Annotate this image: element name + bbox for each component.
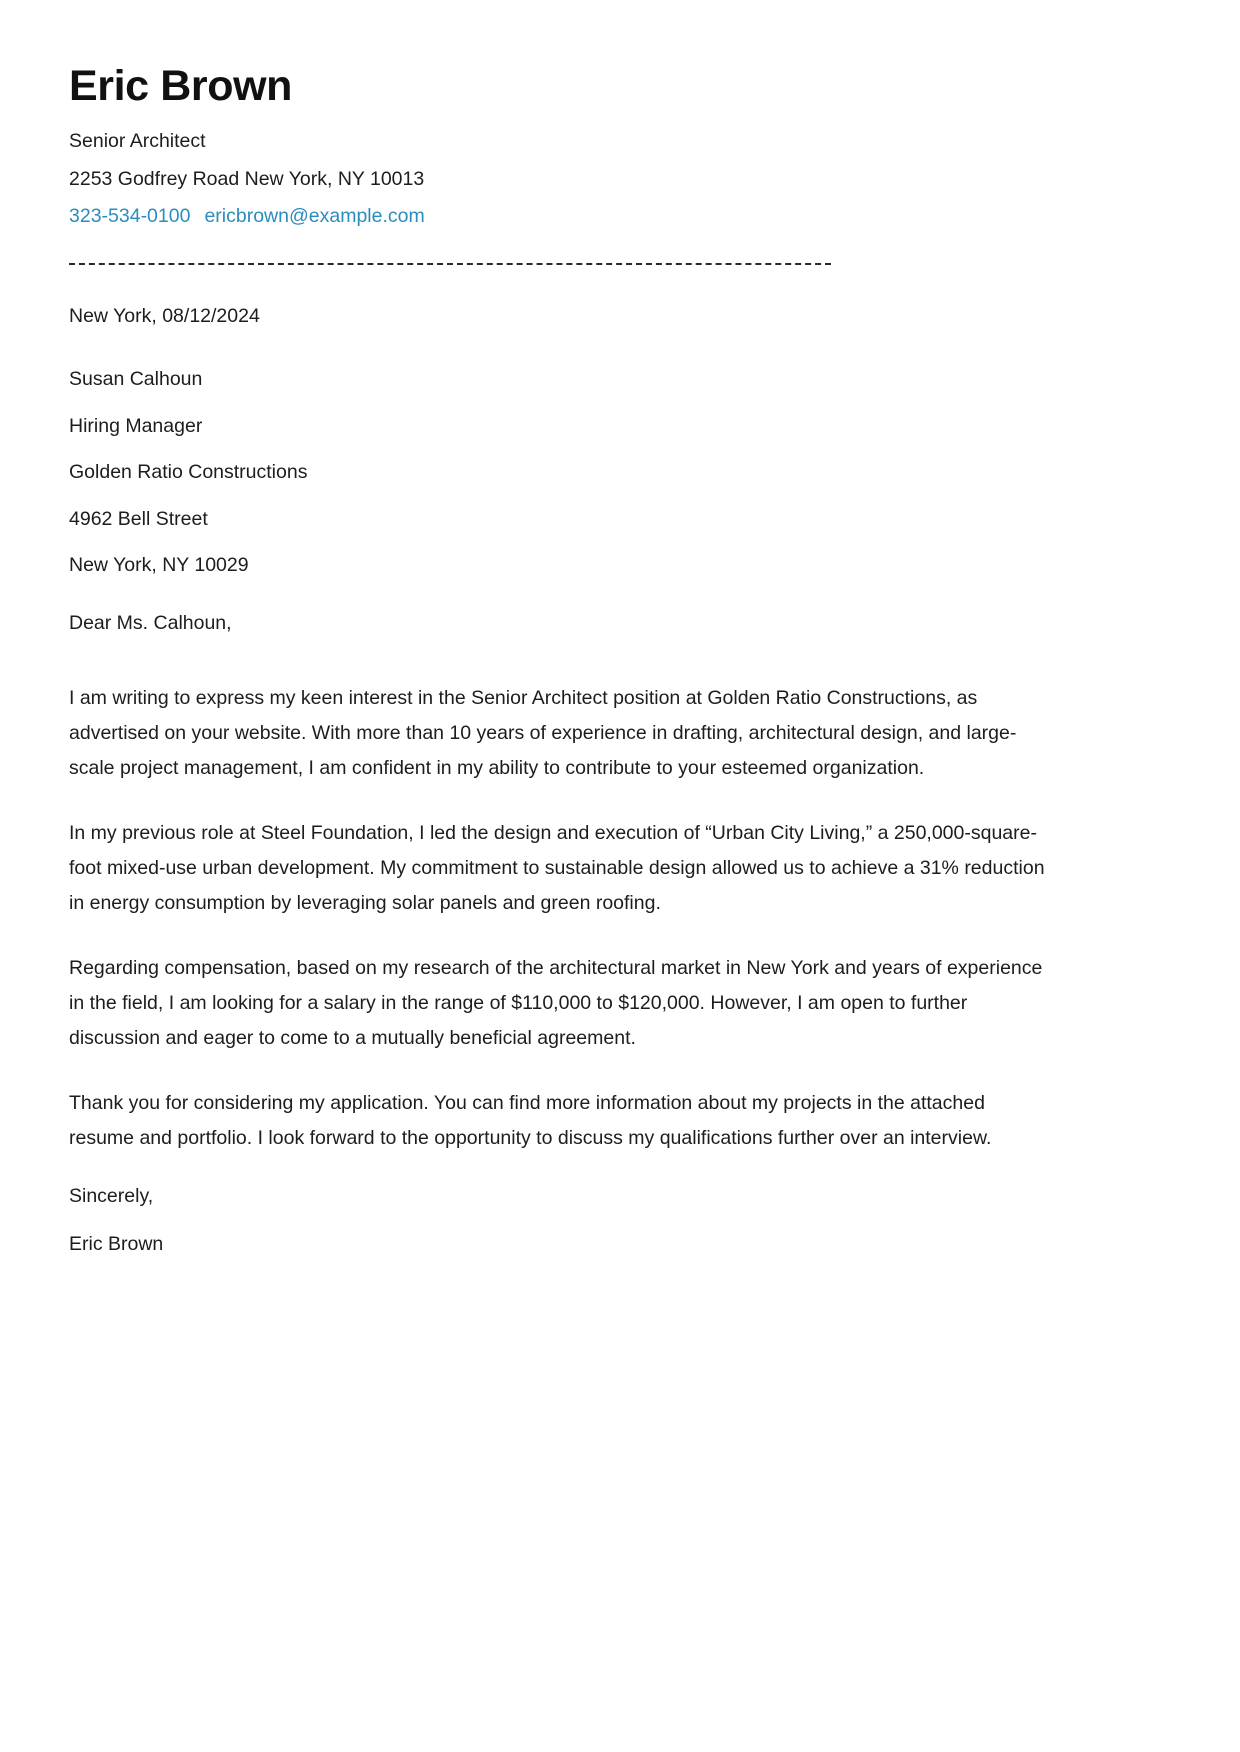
recipient-title: Hiring Manager xyxy=(69,414,203,437)
recipient-name: Susan Calhoun xyxy=(69,368,203,391)
recipient-block xyxy=(69,370,1128,576)
signature-name: Eric Brown xyxy=(69,1233,164,1256)
signoff-block xyxy=(69,1184,1128,1256)
sender-address: 2253 Godfrey Road New York, NY 10013 xyxy=(69,167,425,190)
phone-link[interactable]: 323-534-0100 xyxy=(69,205,191,228)
letter-body xyxy=(69,304,1128,1256)
sender-job-title: Senior Architect xyxy=(69,130,206,153)
body-paragraph-4: Thank you for considering my application. You can find more information about my projects in the attached resume and portfolio. I look forward to the opportunity to discuss my qualifications further over an interview. xyxy=(69,1092,992,1150)
recipient-company: Golden Ratio Constructions xyxy=(69,461,308,484)
body-paragraph-2: In my previous role at Steel Foundation, I led the design and execution of “Urban City Living,” a 250,000-square-foot mixed-use urban development. My commitment to sustainable design allowed us to achieve a 31% reduction in energy consumption by leveraging solar panels and green roofing. xyxy=(69,822,1045,914)
letterhead-divider xyxy=(69,263,831,265)
sender-name: Eric Brown xyxy=(69,62,292,110)
contact-row xyxy=(69,207,1128,227)
letterhead xyxy=(69,62,1128,227)
salutation: Dear Ms. Calhoun, xyxy=(69,611,232,634)
recipient-city: New York, NY 10029 xyxy=(69,554,249,577)
date-line: New York, 08/12/2024 xyxy=(69,304,260,327)
email-link[interactable]: ericbrown@example.com xyxy=(204,205,425,228)
closing-line: Sincerely, xyxy=(69,1184,154,1207)
recipient-street: 4962 Bell Street xyxy=(69,507,208,530)
body-paragraph-1: I am writing to express my keen interest in the Senior Architect position at Golden Ratio Constructions, as advertised on your website. With more than 10 years of experience in drafting, architectural design, and large-scale project management, I am confident in my ability to contribute to your esteemed organization. xyxy=(69,687,1017,779)
body-paragraph-3: Regarding compensation, based on my research of the architectural market in New York and years of experience in the field, I am looking for a salary in the range of $110,000 to $120,000. However, I am open to further discussion and eager to come to a mutually beneficial agreement. xyxy=(69,957,1043,1049)
